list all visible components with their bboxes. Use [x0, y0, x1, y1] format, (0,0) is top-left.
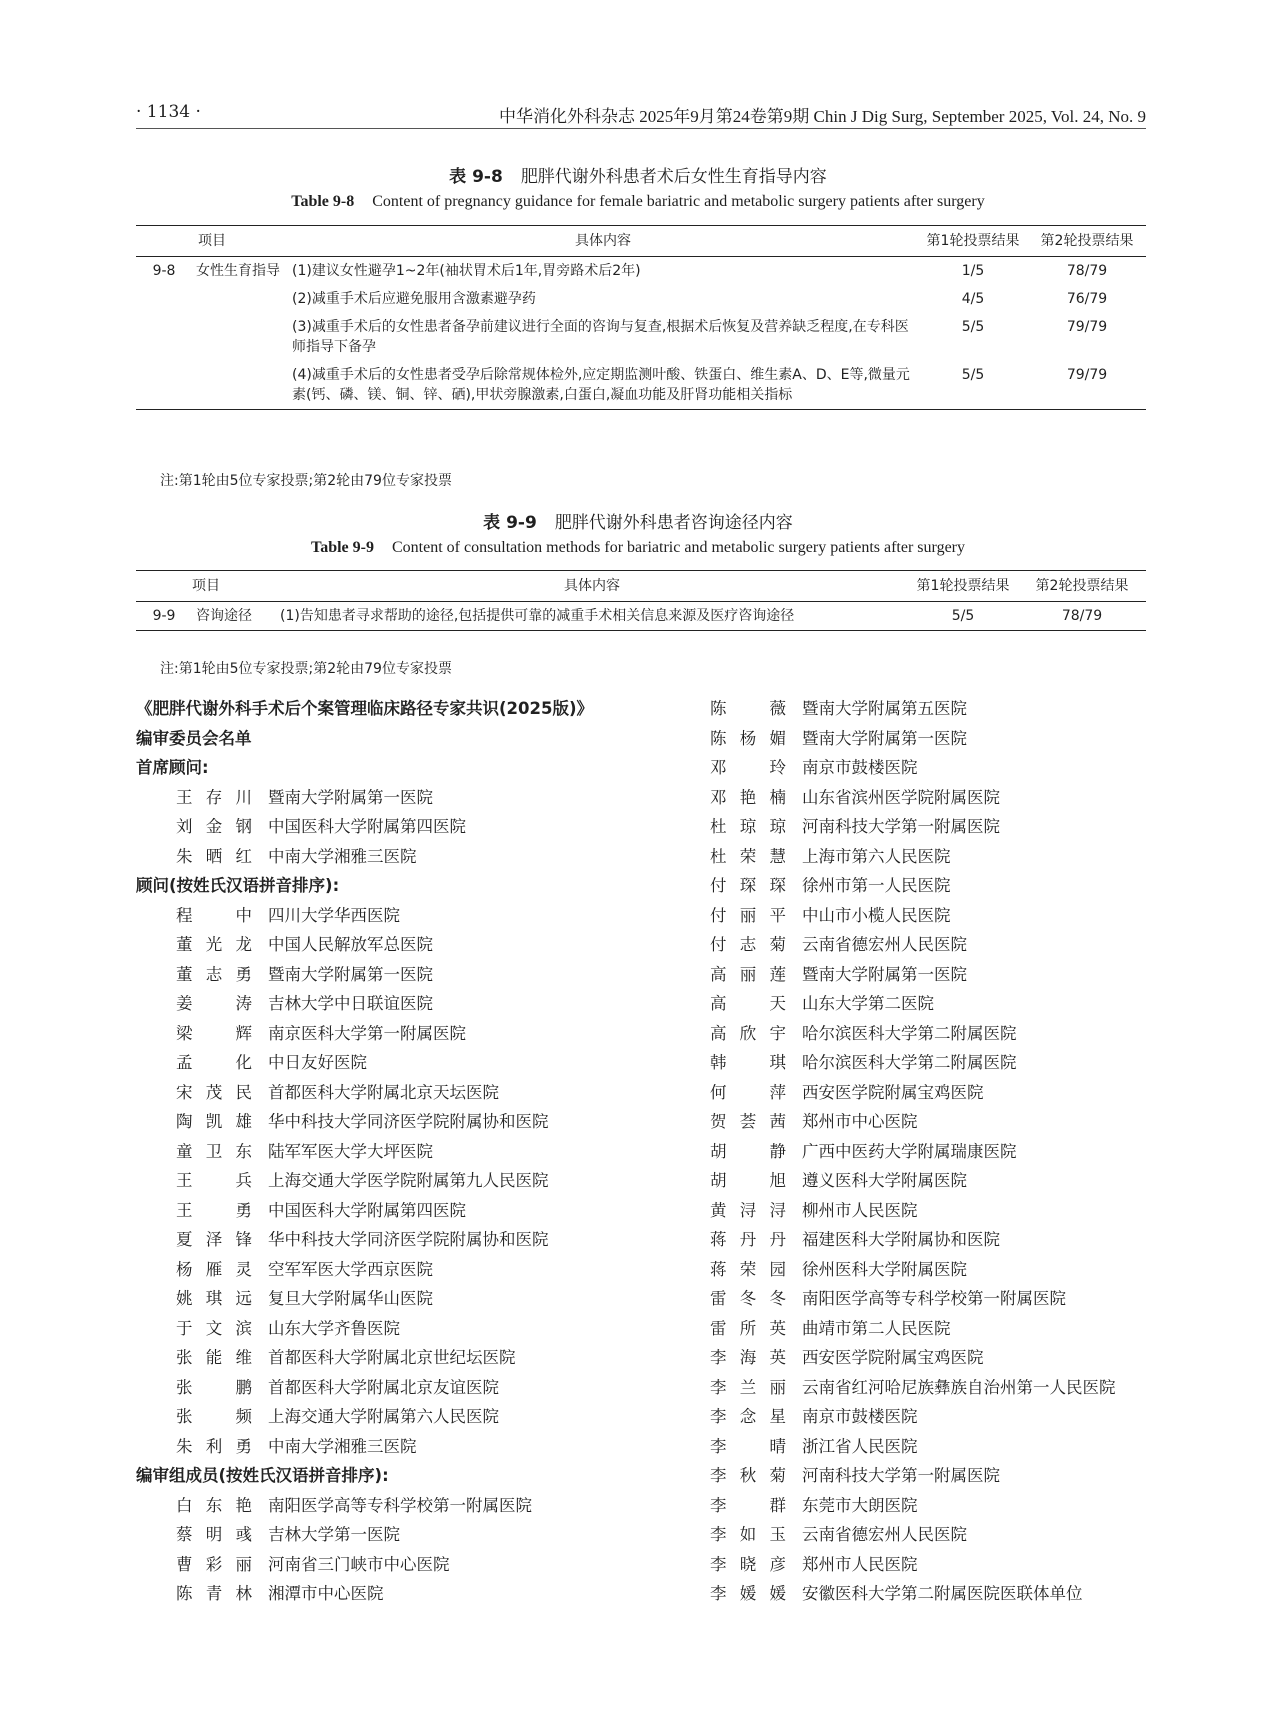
committee-member: [710, 783, 1150, 813]
member-hospital: 中山市小榄人民医院: [802, 905, 951, 925]
table-label: 表 9-8: [449, 167, 503, 187]
member-name: 陈青林: [176, 1584, 252, 1603]
member-name: 刘金钢: [176, 817, 252, 836]
committee-member: [136, 1432, 696, 1462]
member-name: 李晴: [710, 1436, 786, 1456]
member-hospital: 中日友好医院: [268, 1053, 367, 1072]
member-name: 胡静: [710, 1141, 786, 1161]
advisors-list: [136, 901, 696, 1462]
committee-member: [710, 1402, 1150, 1432]
member-hospital: 郑州市中心医院: [802, 1112, 918, 1131]
member-name: 邓艳楠: [710, 787, 786, 807]
item-number: 9-8: [152, 263, 176, 279]
committee-member: [710, 694, 1150, 724]
member-name: 付丽平: [710, 905, 786, 925]
committee-member: [136, 1343, 696, 1373]
member-name: 王兵: [176, 1171, 252, 1190]
member-hospital: 云南省红河哈尼族彝族自治州第一人民医院: [802, 1377, 1116, 1397]
member-name: 白东艳: [176, 1495, 252, 1515]
header-round2: 第2轮投票结果: [1040, 233, 1134, 249]
member-hospital: 暨南大学附属第五医院: [802, 699, 967, 718]
member-name: 高欣宇: [710, 1023, 786, 1043]
member-hospital: 浙江省人民医院: [802, 1436, 918, 1456]
table-label: 表 9-9: [483, 513, 537, 533]
member-name: 付志菊: [710, 935, 786, 954]
member-name: 杜琼琼: [710, 817, 786, 836]
member-hospital: 河南省三门峡市中心医院: [268, 1554, 450, 1574]
committee-member: [710, 1255, 1150, 1285]
member-name: 杨雁灵: [176, 1259, 252, 1279]
member-name: 孟化: [176, 1053, 252, 1072]
committee-member: [136, 901, 696, 931]
table-label: Table 9-8: [291, 193, 355, 210]
round1-result: 5/5: [951, 608, 975, 624]
member-name: 姚琪远: [176, 1289, 252, 1308]
committee-member: [136, 1373, 696, 1403]
member-name: 李念星: [710, 1407, 786, 1426]
member-hospital: 南京市鼓楼医院: [802, 1407, 918, 1426]
member-name: 黄浔浔: [710, 1200, 786, 1220]
member-hospital: 四川大学华西医院: [268, 905, 400, 925]
committee-member: [710, 1225, 1150, 1255]
committee-member: [710, 812, 1150, 842]
committee-member: [136, 930, 696, 960]
committee-member: [710, 1579, 1150, 1609]
member-name: 张能维: [176, 1348, 252, 1367]
journal-citation: 中华消化外科杂志 2025年9月第24卷第9期 Chin J Dig Surg, September 2025, Vol. 24, No. 9: [499, 107, 1146, 126]
member-hospital: 南京医科大学第一附属医院: [268, 1023, 466, 1043]
committee-member: [710, 901, 1150, 931]
member-name: 张频: [176, 1407, 252, 1426]
row-content: (2)减重手术后应避免服用含激素避孕药: [292, 291, 536, 307]
table-9-9: [136, 570, 1146, 631]
committee-member: [136, 1107, 696, 1137]
member-name: 董光龙: [176, 935, 252, 954]
member-hospital: 福建医科大学附属协和医院: [802, 1230, 1000, 1249]
committee-member: [136, 842, 696, 872]
round2-result: 78/79: [1061, 608, 1103, 624]
member-hospital: 吉林大学第一医院: [268, 1525, 400, 1544]
member-hospital: 空军军医大学西京医院: [268, 1259, 433, 1279]
member-name: 张鹏: [176, 1377, 252, 1397]
member-name: 韩琪: [710, 1053, 786, 1072]
member-name: 陶凯雄: [176, 1112, 252, 1131]
committee-member: [136, 1284, 696, 1314]
member-hospital: 遵义医科大学附属医院: [802, 1171, 967, 1190]
header-content: 具体内容: [575, 233, 631, 249]
committee-member: [710, 871, 1150, 901]
table-caption: 肥胖代谢外科患者术后女性生育指导内容: [520, 167, 827, 187]
member-hospital: 中南大学湘雅三医院: [268, 1436, 417, 1456]
member-hospital: 湘潭市中心医院: [268, 1584, 384, 1603]
member-hospital: 中南大学湘雅三医院: [268, 846, 417, 866]
committee-member: [136, 1255, 696, 1285]
committee-member: [136, 1520, 696, 1550]
committee-member: [136, 1402, 696, 1432]
row-content: (1)告知患者寻求帮助的途径,包括提供可靠的减重手术相关信息来源及医疗咨询途径: [280, 608, 795, 624]
member-hospital: 柳州市人民医院: [802, 1200, 918, 1220]
member-hospital: 上海市第六人民医院: [802, 846, 951, 866]
round1-result: 5/5: [961, 319, 985, 335]
member-hospital: 中国人民解放军总医院: [268, 935, 433, 954]
member-hospital: 华中科技大学同济医学院附属协和医院: [268, 1230, 549, 1249]
member-name: 李海英: [710, 1348, 786, 1367]
chief-advisors-list: [136, 783, 696, 872]
committee-member: [710, 960, 1150, 990]
round1-result: 5/5: [961, 367, 985, 383]
committee-member: [710, 1196, 1150, 1226]
committee-member: [710, 842, 1150, 872]
round1-result: 1/5: [961, 263, 985, 279]
member-name: 李如玉: [710, 1525, 786, 1544]
member-hospital: 东莞市大朗医院: [802, 1495, 918, 1515]
committee-member: [136, 1166, 696, 1196]
table-label: Table 9-9: [310, 539, 374, 556]
table-row: [136, 285, 1146, 313]
table-9-9-caption-en: [0, 539, 1276, 557]
member-hospital: 徐州市第一人民医院: [802, 876, 951, 895]
committee-member: [710, 1048, 1150, 1078]
committee-left-column: [136, 694, 696, 1609]
running-header: [136, 102, 1146, 129]
committee-member: [136, 812, 696, 842]
member-name: 宋茂民: [176, 1082, 252, 1102]
header-round2: 第2轮投票结果: [1035, 578, 1129, 594]
table-row: [136, 602, 1146, 631]
member-hospital: 郑州市人民医院: [802, 1554, 918, 1574]
table-9-8-caption-en: [0, 193, 1276, 211]
member-name: 胡旭: [710, 1171, 786, 1190]
committee-right-column: [710, 694, 1150, 1609]
member-hospital: 华中科技大学同济医学院附属协和医院: [268, 1112, 549, 1131]
committee-member: [710, 753, 1150, 783]
member-name: 蔡明彧: [176, 1525, 252, 1544]
member-hospital: 南阳医学高等专科学校第一附属医院: [802, 1289, 1066, 1308]
member-name: 付琛琛: [710, 876, 786, 895]
advisors-heading: 顾问(按姓氏汉语拼音排序):: [136, 876, 340, 895]
header-item: 项目: [192, 578, 220, 594]
member-hospital: 上海交通大学附属第六人民医院: [268, 1407, 499, 1426]
member-name: 朱利勇: [176, 1436, 252, 1456]
committee-member: [710, 1373, 1150, 1403]
member-name: 程中: [176, 905, 252, 925]
member-name: 杜荣慧: [710, 846, 786, 866]
member-hospital: 山东大学齐鲁医院: [268, 1318, 400, 1338]
member-hospital: 广西中医药大学附属瑞康医院: [802, 1141, 1017, 1161]
committee-member: [710, 1314, 1150, 1344]
member-hospital: 西安医学院附属宝鸡医院: [802, 1082, 984, 1102]
committee-member: [710, 1284, 1150, 1314]
committee-member: [136, 1048, 696, 1078]
member-hospital: 中国医科大学附属第四医院: [268, 817, 466, 836]
member-hospital: 首都医科大学附属北京天坛医院: [268, 1082, 499, 1102]
member-name: 贺荟茜: [710, 1112, 786, 1131]
table-caption: Content of consultation methods for bariatric and metabolic surgery patients after surgery: [391, 539, 965, 556]
row-content: (4)减重手术后的女性患者受孕后除常规体检外,应定期监测叶酸、铁蛋白、维生素A、D、E等,微量元素(钙、磷、镁、铜、锌、硒),甲状旁腺激素,白蛋白,凝血功能及肝肾功能相关指标: [292, 367, 910, 403]
committee-member: [710, 1461, 1150, 1491]
committee-member: [136, 1550, 696, 1580]
member-hospital: 云南省德宏州人民医院: [802, 935, 967, 954]
committee-member: [710, 1166, 1150, 1196]
member-name: 董志勇: [176, 964, 252, 984]
member-hospital: 中国医科大学附属第四医院: [268, 1200, 466, 1220]
committee-member: [710, 930, 1150, 960]
row-content: (1)建议女性避孕1~2年(袖状胃术后1年,胃旁路术后2年): [292, 263, 641, 279]
members-heading: 编审组成员(按姓氏汉语拼音排序):: [136, 1466, 389, 1485]
committee-member: [710, 1078, 1150, 1108]
member-name: 何萍: [710, 1082, 786, 1102]
round2-result: 76/79: [1066, 291, 1108, 307]
member-name: 夏泽锋: [176, 1230, 252, 1249]
member-hospital: 云南省德宏州人民医院: [802, 1525, 967, 1544]
committee-member: [710, 1343, 1150, 1373]
member-hospital: 吉林大学中日联谊医院: [268, 994, 433, 1013]
table-caption: Content of pregnancy guidance for female bariatric and metabolic surgery patients after surgery: [372, 193, 985, 210]
member-hospital: 陆军军医大学大坪医院: [268, 1141, 433, 1161]
member-name: 蒋丹丹: [710, 1230, 786, 1249]
header-content: 具体内容: [564, 578, 620, 594]
member-name: 李兰丽: [710, 1377, 786, 1397]
members-list-left: [136, 1491, 696, 1609]
member-name: 姜涛: [176, 994, 252, 1013]
round2-result: 79/79: [1066, 367, 1108, 383]
member-hospital: 南京市鼓楼医院: [802, 758, 918, 777]
member-hospital: 曲靖市第二人民医院: [802, 1318, 951, 1338]
member-hospital: 复旦大学附属华山医院: [268, 1289, 433, 1308]
members-list-right: [710, 694, 1150, 1609]
committee-member: [136, 783, 696, 813]
table-9-9-note: 注:第1轮由5位专家投票;第2轮由79位专家投票: [160, 661, 452, 677]
committee-member: [710, 1019, 1150, 1049]
member-name: 李晓彦: [710, 1554, 786, 1574]
member-hospital: 首都医科大学附属北京友谊医院: [268, 1377, 499, 1397]
committee-member: [136, 1491, 696, 1521]
member-name: 陈薇: [710, 699, 786, 718]
committee-member: [710, 1550, 1150, 1580]
committee-member: [710, 1520, 1150, 1550]
committee-member: [710, 1432, 1150, 1462]
committee-member: [710, 989, 1150, 1019]
member-name: 陈杨媚: [710, 728, 786, 748]
item-number: 9-9: [152, 608, 176, 624]
member-name: 王勇: [176, 1200, 252, 1220]
member-hospital: 哈尔滨医科大学第二附属医院: [802, 1023, 1017, 1043]
table-9-9-caption-zh: [0, 508, 1276, 533]
table-9-8-note: 注:第1轮由5位专家投票;第2轮由79位专家投票: [160, 473, 452, 489]
committee-member: [710, 1491, 1150, 1521]
round2-result: 79/79: [1066, 319, 1108, 335]
committee-member: [136, 1078, 696, 1108]
member-hospital: 暨南大学附属第一医院: [802, 964, 967, 984]
round1-result: 4/5: [961, 291, 985, 307]
member-name: 王存川: [176, 787, 252, 807]
committee-member: [136, 1196, 696, 1226]
member-hospital: 河南科技大学第一附属医院: [802, 817, 1000, 836]
table-row: [136, 313, 1146, 361]
member-hospital: 南阳医学高等专科学校第一附属医院: [268, 1495, 532, 1515]
member-hospital: 河南科技大学第一附属医院: [802, 1466, 1000, 1485]
member-name: 李媛媛: [710, 1584, 786, 1603]
table-header-row: [136, 571, 1146, 602]
member-name: 雷冬冬: [710, 1289, 786, 1308]
committee-member: [710, 1137, 1150, 1167]
member-name: 于文滨: [176, 1318, 252, 1338]
table-9-8-caption-zh: [0, 162, 1276, 187]
table-9-8: [136, 225, 1146, 410]
round2-result: 78/79: [1066, 263, 1108, 279]
member-hospital: 上海交通大学医学院附属第九人民医院: [268, 1171, 549, 1190]
committee-member: [136, 1579, 696, 1609]
member-name: 朱晒红: [176, 846, 252, 866]
committee-title: 《肥胖代谢外科手术后个案管理临床路径专家共识(2025版)》: [136, 699, 594, 718]
table-caption: 肥胖代谢外科患者咨询途径内容: [554, 513, 793, 533]
member-hospital: 徐州医科大学附属医院: [802, 1259, 967, 1279]
committee-member: [136, 1314, 696, 1344]
table-header-row: [136, 226, 1146, 257]
header-item: 项目: [198, 233, 226, 249]
member-hospital: 山东省滨州医学院附属医院: [802, 787, 1000, 807]
committee-member: [136, 989, 696, 1019]
committee-member: [136, 960, 696, 990]
member-hospital: 安徽医科大学第二附属医院医联体单位: [802, 1584, 1083, 1603]
member-hospital: 山东大学第二医院: [802, 994, 934, 1013]
table-row: [136, 361, 1146, 410]
header-round1: 第1轮投票结果: [916, 578, 1010, 594]
row-content: (3)减重手术后的女性患者备孕前建议进行全面的咨询与复查,根据术后恢复及营养缺乏程度,在专科医师指导下备孕: [292, 319, 909, 355]
member-name: 曹彩丽: [176, 1554, 252, 1574]
item-name: 女性生育指导: [196, 263, 280, 279]
chief-advisors-heading: 首席顾问:: [136, 758, 209, 777]
committee-member: [136, 1137, 696, 1167]
member-name: 童卫东: [176, 1141, 252, 1161]
member-hospital: 暨南大学附属第一医院: [802, 728, 967, 748]
table-row: [136, 257, 1146, 286]
committee-member: [136, 1225, 696, 1255]
committee-member: [710, 1107, 1150, 1137]
member-name: 邓玲: [710, 758, 786, 777]
item-name: 咨询途径: [196, 608, 252, 624]
committee-member: [710, 724, 1150, 754]
member-hospital: 哈尔滨医科大学第二附属医院: [802, 1053, 1017, 1072]
member-hospital: 暨南大学附属第一医院: [268, 964, 433, 984]
committee-subtitle: 编审委员会名单: [136, 728, 252, 748]
committee-member: [136, 1019, 696, 1049]
member-name: 李秋菊: [710, 1466, 786, 1485]
member-name: 蒋荣园: [710, 1259, 786, 1279]
member-hospital: 首都医科大学附属北京世纪坛医院: [268, 1348, 516, 1367]
member-name: 李群: [710, 1495, 786, 1515]
member-name: 高丽莲: [710, 964, 786, 984]
member-name: 高天: [710, 994, 786, 1013]
header-round1: 第1轮投票结果: [926, 233, 1020, 249]
member-name: 梁辉: [176, 1023, 252, 1043]
member-hospital: 西安医学院附属宝鸡医院: [802, 1348, 984, 1367]
page-number: · 1134 ·: [136, 102, 201, 122]
member-name: 雷所英: [710, 1318, 786, 1338]
member-hospital: 暨南大学附属第一医院: [268, 787, 433, 807]
